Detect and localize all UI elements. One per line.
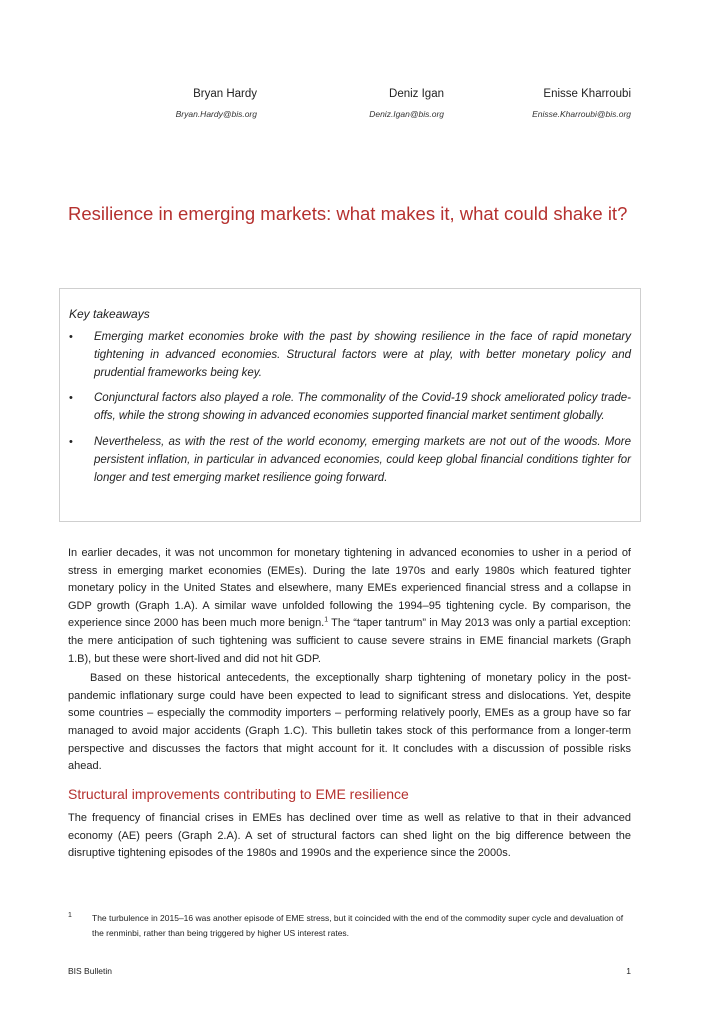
key-takeaways-box (59, 288, 641, 522)
footnote-mark: 1 (68, 912, 72, 919)
author-email[interactable]: Bryan.Hardy@bis.org (175, 109, 257, 119)
section-heading: Structural improvements contributing to EME resilience (68, 786, 409, 802)
section-body (68, 810, 631, 863)
author-name: Bryan Hardy (193, 88, 257, 100)
footer-publication: BIS Bulletin (68, 966, 112, 976)
footnote-reference[interactable]: 1 (324, 616, 329, 624)
paragraph: Based on these historical antecedents, the exceptionally sharp tightening of monetary policy in the post-pandemic inflationary surge could have been expected to lead to significant stress and dislocations. Yet, despite some countries – especially the commodity importers – performing relatively poorly, EMEs as a group have so far managed to avoid major accidents (Graph 1.C). This bulletin takes stock of this performance from a longer-term perspective and discusses the factors that might account for it. It concludes with a discussion of possible risks ahead. (68, 672, 631, 773)
list-item-text: Emerging market economies broke with the past by showing resilience in the face of rapid monetary tightening in advanced economies. Structural factors were at play, with better monetary policy and prudential frameworks being key. (94, 331, 631, 379)
bullet-icon: • (69, 435, 73, 448)
paragraph-text: In earlier decades, it was not uncommon for monetary tightening in advanced economies to usher in a period of stress in emerging market economies (EMEs). During the late 1970s and early 1980s which featured tighter monetary policy in the United States and elsewhere, many EMEs experienced financial stress and a collapse in GDP growth (Graph 1.A). A similar wave unfolded following the 1994–95 tightening cycle. By comparison, the experience since 2000 has been much more benign. (68, 547, 631, 630)
list-item-text: Conjunctural factors also played a role. The commonality of the Covid-19 shock ameliorated policy trade-offs, while the strong showing in advanced economies supported financial market sentiment globally. (94, 392, 631, 423)
author-1 (176, 88, 257, 119)
body-text (68, 545, 631, 776)
list-item (69, 390, 631, 426)
author-3 (532, 88, 631, 119)
paragraph (68, 545, 631, 668)
footnote (68, 911, 631, 941)
list-item-text: Nevertheless, as with the rest of the world economy, emerging markets are not out of the woods. More persistent inflation, in particular in advanced economies, could keep global financial conditions tighter for longer and test emerging market resilience going forward. (94, 435, 631, 484)
list-item (69, 434, 631, 487)
page-title: Resilience in emerging markets: what makes it, what could shake it? (68, 203, 628, 224)
page-number: 1 (626, 966, 631, 976)
author-2 (369, 88, 444, 119)
paragraph-text: The “taper tantrum” in May 2013 was only a partial exception: the mere anticipation of such tightening was sufficient to cause severe strains in EME financial markets (Graph 1.B), but these were short-lived and did not hit GDP. (68, 617, 631, 665)
key-takeaways-list (69, 329, 631, 487)
list-item (69, 329, 631, 382)
paragraph: The frequency of financial crises in EMEs has declined over time as well as relative to that in their advanced economy (AE) peers (Graph 2.A). A set of structural factors can shed light on the big difference between the disruptive tightening episodes of the 1980s and 1990s and the experience since the 2000s. (68, 812, 631, 860)
bullet-icon: • (69, 392, 73, 405)
footnote-text: The turbulence in 2015–16 was another episode of EME stress, but it coincided with the end of the commodity super cycle and devaluation of the renminbi, rather than being triggered by higher US interest rates. (92, 913, 624, 938)
author-name: Enisse Kharroubi (543, 88, 631, 100)
author-email[interactable]: Enisse.Kharroubi@bis.org (532, 109, 631, 119)
author-email[interactable]: Deniz.Igan@bis.org (369, 109, 444, 119)
bullet-icon: • (69, 331, 73, 343)
key-takeaways-heading: Key takeaways (69, 307, 150, 321)
author-name: Deniz Igan (389, 88, 444, 100)
author-block (0, 88, 724, 128)
